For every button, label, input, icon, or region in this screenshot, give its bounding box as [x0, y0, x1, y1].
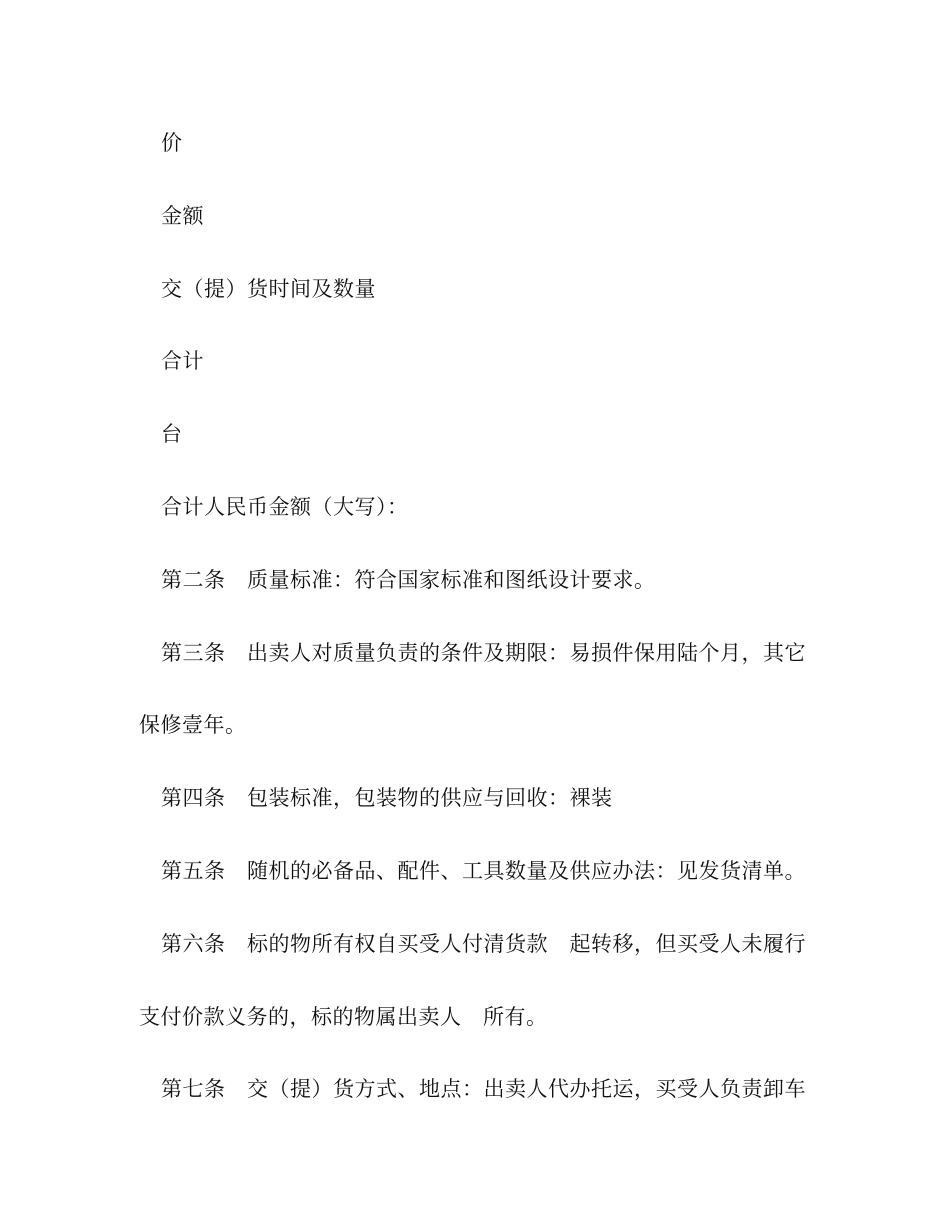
table-header-amount: 金额: [161, 204, 204, 228]
article-5-accessories: 第五条 随机的必备品、配件、工具数量及供应办法：见发货清单。: [161, 859, 806, 883]
article-7-delivery-method: 第七条 交（提）货方式、地点：出卖人代办托运，买受人负责卸车: [161, 1077, 806, 1101]
article-4-packaging: 第四条 包装标准，包装物的供应与回收：裸装: [161, 786, 613, 810]
article-6-ownership-line-1: 第六条 标的物所有权自买受人付清货款 起转移，但买受人未履行: [161, 932, 806, 956]
article-3-warranty-line-1: 第三条 出卖人对质量负责的条件及期限：易损件保用陆个月，其它: [161, 641, 806, 665]
table-row-total-label: 合计: [161, 349, 204, 373]
table-header-delivery-time-quantity: 交（提）货时间及数量: [161, 277, 376, 301]
article-2-quality-standard: 第二条 质量标准：符合国家标准和图纸设计要求。: [161, 568, 656, 592]
total-rmb-amount-label: 合计人民币金额（大写）：: [161, 495, 409, 519]
article-6-ownership-line-2: 支付价款义务的，标的物属出卖人 所有。: [139, 1005, 548, 1029]
table-header-price-fragment: 价: [161, 131, 183, 155]
article-3-warranty-line-2: 保修壹年。: [139, 713, 247, 737]
table-unit-label: 台: [161, 422, 183, 446]
